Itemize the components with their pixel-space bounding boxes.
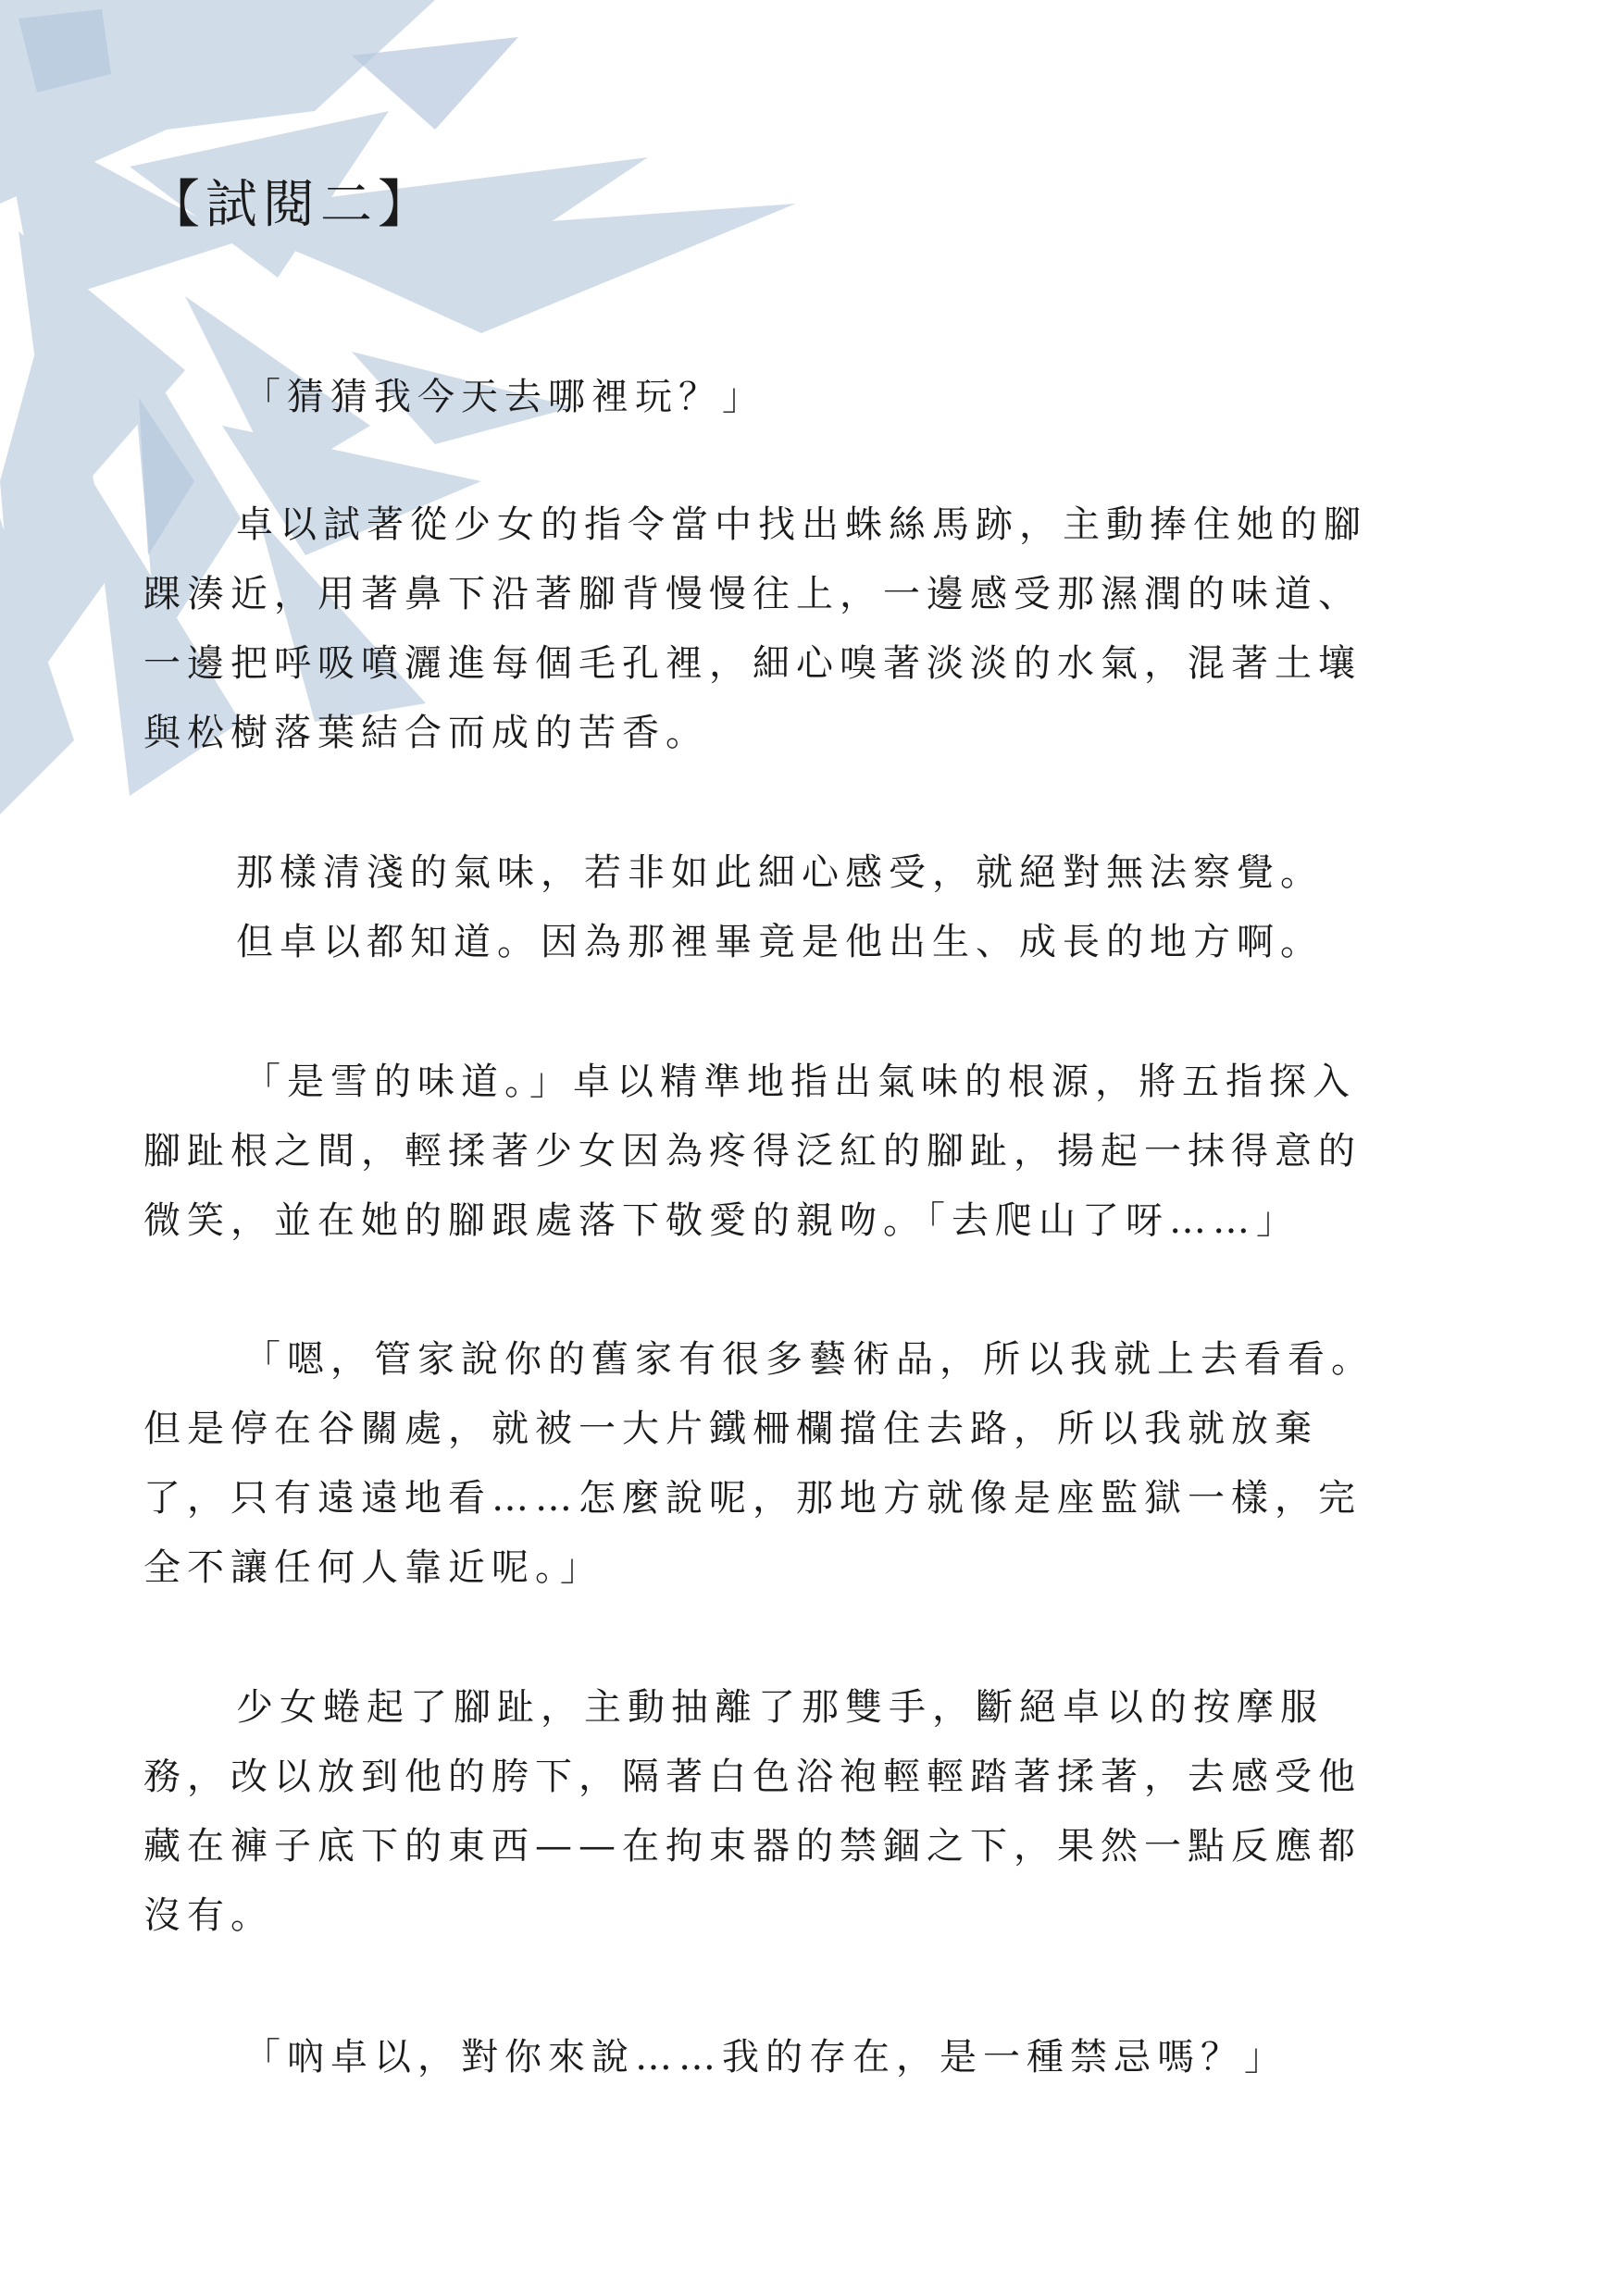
- text-line: 微笑，並在她的腳跟處落下敬愛的親吻。「去爬山了呀……」: [143, 1199, 1300, 1242]
- text-line: 「嗯，管家說你的舊家有很多藝術品，所以我就上去看看。: [243, 1338, 1375, 1381]
- paragraph-4: [143, 1048, 1449, 1256]
- text-line: 與松樹落葉結合而成的苦香。: [143, 712, 709, 754]
- paragraph-7: [143, 2023, 1449, 2092]
- paragraph-2: [143, 490, 1449, 768]
- text-line: 踝湊近，用著鼻下沿著腳背慢慢往上，一邊感受那濕潤的味道、: [143, 573, 1362, 615]
- text-line: 「猜猜我今天去哪裡玩？」: [243, 376, 765, 418]
- text-line: 一邊把呼吸噴灑進每個毛孔裡，細心嗅著淡淡的水氣，混著土壤: [143, 642, 1362, 685]
- paragraph-1: [143, 363, 1449, 432]
- text-line: 沒有。: [143, 1894, 274, 1937]
- text-line: 但卓以都知道。因為那裡畢竟是他出生、成長的地方啊。: [236, 921, 1324, 963]
- text-line: 藏在褲子底下的東西——在拘束器的禁錮之下，果然一點反應都: [143, 1825, 1362, 1868]
- text-line: 那樣清淺的氣味，若非如此細心感受，就絕對無法察覺。: [236, 851, 1324, 894]
- text-line: 務，改以放到他的胯下，隔著白色浴袍輕輕踏著揉著，去感受他: [143, 1756, 1362, 1798]
- text-line: 腳趾根之間，輕揉著少女因為疼得泛紅的腳趾，揚起一抹得意的: [143, 1130, 1362, 1173]
- text-line: 「吶卓以，對你來說……我的存在，是一種禁忌嗎？」: [243, 2036, 1288, 2079]
- text-line: 了，只有遠遠地看……怎麼說呢，那地方就像是座監獄一樣，完: [143, 1477, 1362, 1520]
- paragraph-6: [143, 1673, 1449, 1951]
- text-line: 少女蜷起了腳趾，主動抽離了那雙手，斷絕卓以的按摩服: [236, 1686, 1324, 1729]
- page-heading: 【試閱二】: [148, 175, 435, 235]
- text-line: 但是停在谷關處，就被一大片鐵柵欄擋住去路，所以我就放棄: [143, 1408, 1318, 1450]
- paragraph-5: [143, 1325, 1449, 1603]
- text-line: 「是雪的味道。」卓以精準地指出氣味的根源，將五指探入: [243, 1061, 1356, 1103]
- text-line: 全不讓任何人靠近呢。」: [143, 1546, 604, 1589]
- text-line: 卓以試著從少女的指令當中找出蛛絲馬跡，主動捧住她的腳: [236, 503, 1367, 546]
- paragraph-3: [143, 838, 1449, 977]
